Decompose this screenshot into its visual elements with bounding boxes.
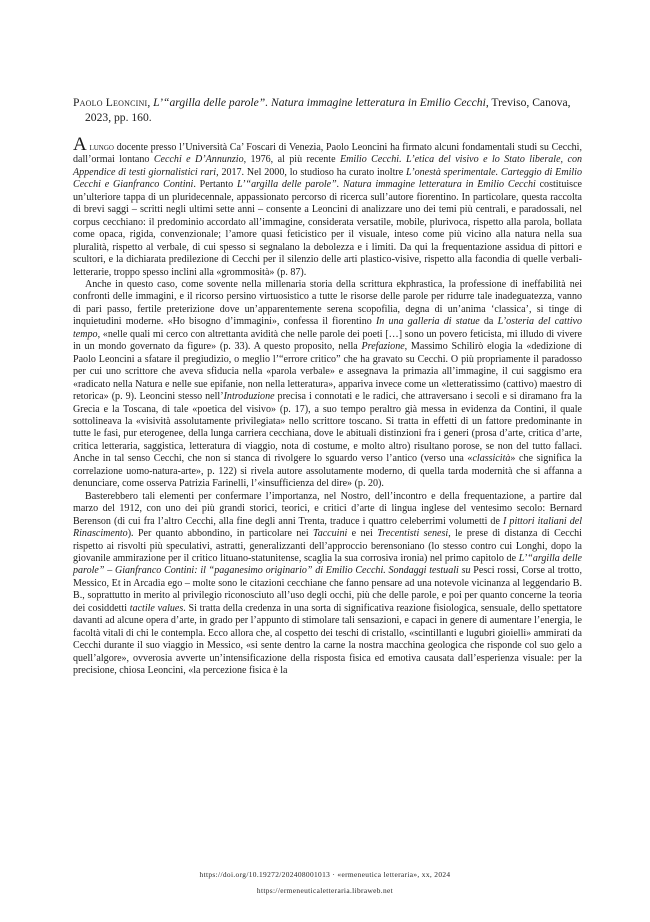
- text-run: costituisce un’ulteriore tappa di un pluridecennale, appassionato percorso di ricerca sull’autore fiorentino. In particolare, questa raccolta di brevi saggi – scritti negli ultimi sette anni – consente a Leoncini di analizzare uno dei temi più centrali, e paradossali, nel corpus cecchiano: il predominio accordato all’immagine, considerata versatile, mobile, plurivoca, rispetto alla parola, bollata come opaca, rigida, convenzionale; l’amore quasi feticistico per il visuale, inteso come più vicino alla natura nella sua pluralità, rispetto al verbale, di cui spesso si segnalano la debolezza e i limiti. Da qui la frequentazione assidua di pittori e scultori, e la dichiarata predilezione di Cecchi per il silenzio delle arti plastico-visive, rispetto alla facondia di quelle verbali-letterarie, troppo spesso inclini alla «grommosità» (p. 87).: [73, 179, 583, 278]
- italic-text-run: tactile values: [129, 602, 184, 614]
- text-run: , «nelle quali mi cerco con altrettanta avidità che nelle parole dei poeti […] sono un povero feticista, mi illudo di vivere in un mondo governato da figure» (p. 33). A questo proposito, nella: [73, 328, 582, 353]
- text-run: . Pertanto: [193, 179, 237, 191]
- text-run: , le prese di distanza di Cecchi rispetto ai risvolti più speculativi, astratti, generalizzanti dell’approccio berensoniano (lo stesso contro cui Longhi, dopo la giovanile ammirazione per il critico lituano-statunitense, scaglia la sua corrosiva ironia) nel primo capitolo de: [73, 528, 582, 564]
- italic-text-run: Introduzione: [223, 391, 275, 403]
- text-run: Pesci rossi, Corse al trotto, Messico, Et in Arcadia ego – molte sono le citazioni cecchiane che fanno pensare ad una notevole vicinanza al leggendario B. B., soprattutto in merito al privilegio riconosciuto all’uso degli occhi, più che delle parole, e poi per quanto concerne la teoria dei cosiddetti: [73, 565, 582, 614]
- text-run: , 1976, al più recente: [243, 154, 340, 166]
- text-run: , Massimo Schilirò elogia la «dedizione di Paolo Leoncini a sfatare il pregiudizio, o meglio l’“errore critico” che ha gravato su Cecchi. O più propriamente il paradosso per cui uno scrittore che aveva sfiducia nella «parola verbale» e assegnava la primazia all’immagine, il cui saggismo era «radicato nella Natura e nelle sue epifanie, non nella letteratura», appariva invece come un «letteratissimo (cattivo) maestro di retorica» (p. 9). Leoncini stesso nell’: [73, 341, 582, 403]
- italic-text-run: L’“argilla delle parole”. Natura immagine letteratura in Emilio Cecchi: [236, 179, 536, 191]
- text-run: lungo: [86, 142, 114, 153]
- italic-text-run: Emilio Cecchi. L’etica del visivo e lo Stato liberale, con Appendice di testi giornalistici rari: [73, 154, 582, 178]
- review-publication-info: , Treviso, Canova, 2023, pp. 160.: [85, 96, 571, 124]
- footer-doi-line: https://doi.org/10.19272/202408001013 · «ermeneutica letteraria», xx, 2024: [199, 870, 451, 879]
- text-run: » che significa la correlazione uomo-natura-arte», p. 122) si rivela autore assolutamente moderno, di quella tarda modernità che si affanna a denunciare, come osserva Patrizia Farinelli, l’«insufficienza del dire» (p. 20).: [73, 453, 582, 490]
- review-bibliographic-header: Paolo Leoncini, L’“argilla delle parole”. Natura immagine letteratura in Emilio Cecchi, Treviso, Canova, 2023, pp. 160.: [73, 96, 571, 124]
- italic-text-run: Taccuini: [313, 528, 348, 540]
- italic-text-run: Trecentisti senesi: [377, 528, 449, 540]
- text-run: precisa i connotati e le radici, che attraversano i secoli e si diramano fra la Grecia e la Toscana, di tale «poetica del visivo» (p. 17), a suo tempo peraltro già messa in evidenza da Contini, il quale sottolineava la «visività assolutamente privilegiata» nello scrittore toscano. Si tratta in effetti di un fattore predominante in tutte le fasi, pur eterogenee, della lunga carriera cecchiana, dove le abituali distinzioni fra i generi (prosa d’arte, critica d’arte, critica letteraria, saggistica, letteratura di viaggio, nota di costume, e molto altro) risultano porose, se non del tutto fallaci. Anche in tal senso Cecchi, che non si stanca di rivolgere lo sguardo verso l’antico (verso una «: [73, 391, 582, 465]
- text-run: ). Per quanto abbondino, in particolare nei: [127, 528, 314, 540]
- text-run: Anche in questo caso, come sovente nella millenaria storia della scrittura ekphrastica, la professione di ineffabilità nei confronti delle immagini, e il ricorso persino virtuosistico a tutte le risorse delle parole per ridurre tale inadeguatezza, vanno di pari passo, fertile preterizione dove un’apparentemente serena scopofilia, degna di un’anima ‘classica’, si tinge di inquietudini moderne. «Ho bisogno d’immagini», confessa il fiorentino: [73, 278, 582, 328]
- review-book-author: Paolo Leoncini: [73, 96, 148, 109]
- text-run: Basterebbero tali elementi per confermare l’importanza, nel Nostro, dell’incontro e della frequentazione, a partire dal marzo del 1912, con uno dei più grandi storici, teorici, e critici d’arte di lingua inglese del ventesimo secolo: Bernard Berenson (di cui fra l’altro Cecchi, alla fine degli anni Trenta, traduce i quattro celeberrimi volumetti de: [73, 490, 582, 527]
- italic-text-run: L’onestà sperimentale. Carteggio di Emilio Cecchi e Gianfranco Contini: [73, 166, 582, 191]
- text-run: da: [479, 316, 498, 328]
- italic-text-run: I pittori italiani del Rinascimento: [73, 515, 582, 540]
- italic-text-run: Cecchi e D’Annunzio: [153, 154, 244, 166]
- body-paragraph: [73, 279, 582, 491]
- review-body: [73, 134, 583, 677]
- text-run: . Si tratta della credenza in una sorta di significativa reazione fisiologica, sensuale, dello spettatore davanti ad alcune opera d’arte, in grado per l’appunto di stimolare tali sensazioni, e capaci in genere di aumentare l’energia, le facoltà vitali di chi le contempla. Ecco allora che, al cospetto dei teschi di cristallo, «scintillanti e lugubri gioielli» ammirati da Cecchi durante il suo viaggio in Messico, «si sente dentro la carne la nostra macchina geologica che risponde col suo gelo a quell’algore», ovverosia avverte un’intensificazione della risposta fisica ed emotiva causata dall’esperienza visuale: per la precisione, chiosa Leoncini, «la percezione fisica è la: [73, 602, 582, 677]
- italic-text-run: L’“argilla delle parole” – Gianfranco Contini: il “paganesimo originario” di Emilio Cecchi. Sondaggi testuali su: [73, 552, 582, 577]
- italic-text-run: classicità: [472, 453, 511, 465]
- drop-cap: A: [73, 134, 87, 155]
- footer-website-url: https://ermeneuticaletteraria.libraweb.net: [256, 886, 394, 895]
- review-book-title: L’“argilla delle parole”. Natura immagine letteratura in Emilio Cecchi: [153, 96, 486, 109]
- italic-text-run: L’osteria del cattivo tempo: [73, 316, 583, 340]
- italic-text-run: Prefazione: [361, 341, 405, 353]
- text-run: e nei: [347, 528, 378, 540]
- body-paragraph: [73, 491, 582, 678]
- review-page: [73, 95, 582, 677]
- text-run: docente presso l’Università Ca’ Foscari di Venezia, Paolo Leoncini ha firmato alcuni fondamentali studi su Cecchi, dall’ormai lontano: [73, 142, 582, 166]
- body-paragraph: [73, 134, 583, 279]
- text-run: , 2017. Nel 2000, lo studioso ha curato inoltre: [216, 166, 407, 178]
- italic-text-run: In una galleria di statue: [375, 316, 480, 328]
